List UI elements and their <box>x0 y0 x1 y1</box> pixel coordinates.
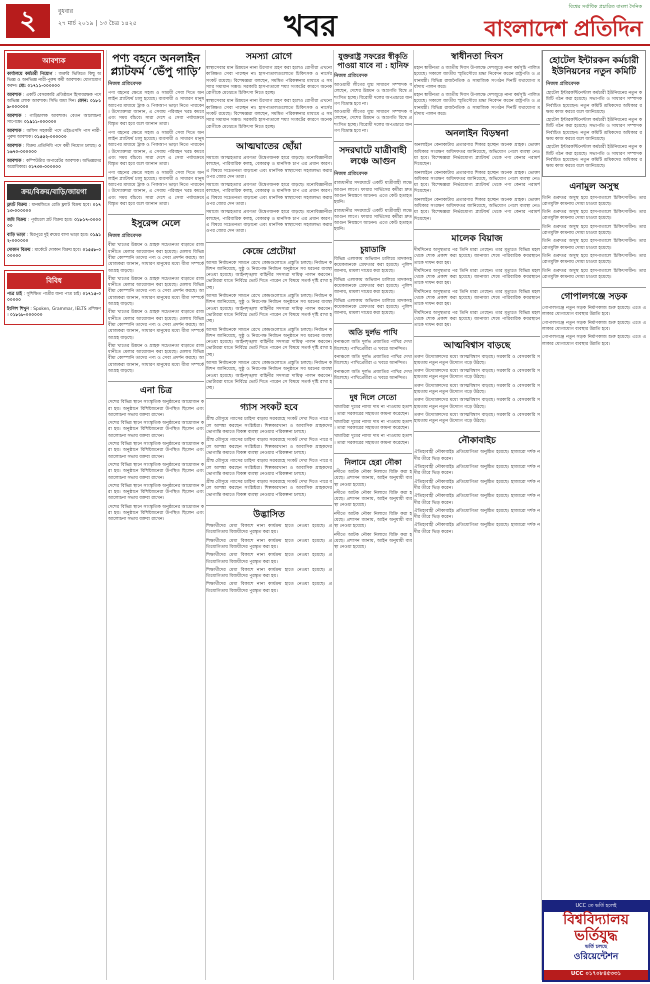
story <box>206 52 332 131</box>
classified-title: পাত্র চাই <box>7 292 22 297</box>
logo-text: বাংলাদেশ প্রতিদিন <box>484 16 642 42</box>
headline: সমস্যা রোগে <box>246 52 292 62</box>
classified-body: একটি বেসরকারি প্রতিষ্ঠানে হিসাবরক্ষক পদে অভিজ্ঞ লোক আবশ্যক। সিভি জমা দিন। <box>7 93 101 104</box>
classified-header: আবশ্যক <box>7 53 101 69</box>
classified-phone: ০১৯১১-০০০০০০ <box>23 120 57 125</box>
classified-item: আবশ্যক : গাড়িচালক আবশ্যক। বেতন আলোচনা সাপেক্ষে। ০১৯১১-০০০০০০ <box>7 114 101 125</box>
classified-item: ফ্ল্যাট বিক্রয় : ধানমন্ডিতে রেডি ফ্ল্যাট বিক্রয় হবে। ০১৭১৩-০০০০০০ <box>7 203 101 214</box>
ad-title: বিশ্ববিদ্যালয় ভর্তিযুদ্ধ <box>563 912 629 944</box>
classified-column <box>4 50 104 980</box>
story-box <box>542 50 646 177</box>
story <box>334 328 412 382</box>
classified-body: সুশিক্ষিত পাত্রীর জন্য পাত্র চাই। <box>26 292 81 297</box>
classified-phone: ফোন: ০১৮১৯-০০০০০০ <box>7 99 101 110</box>
story-body: মহান স্বাধীনতা ও জাতীয় দিবস উপলক্ষে দেশজুড়ে নানা কর্মসূচি পালিত হয়েছে। সকালে জাতীয় স্মৃতিসৌধে শ্রদ্ধা নিবেদন করেন রাষ্ট্রপতি ও প্রধানমন্ত্রী। বিভিন্ন রাজনৈতিক ও সামাজিক সংগঠন দিনটি যথাযোগ্য মর্যাদায় পালন করে। মহান স্বাধীনতা ও জাতীয় দিবস উপলক্ষে দেশজুড়ে নানা কর্মসূচি পালিত হয়েছে। সকালে জাতীয় স্মৃতিসৌধে শ্রদ্ধা নিবেদন করেন রাষ্ট্রপতি ও প্রধানমন্ত্রী। বিভিন্ন রাজনৈতিক ও সামাজিক সংগঠন দিনটি যথাযোগ্য মর্যাদায় পালন করে। <box>414 66 540 118</box>
classified-phone: ০১৫৫৮-০০০০০০ <box>7 248 101 259</box>
byline: নিজস্ব প্রতিবেদক <box>334 73 368 79</box>
story-body: নদীতে আটক নৌকা নিলামে বিক্রি করা হয়েছে। প্রশাসন জানায়, আইন অনুযায়ী ব্যবস্থা নেওয়া হয়েছে। নদীতে আটক নৌকা নিলামে বিক্রি করা হয়েছে। প্রশাসন জানায়, আইন অনুযায়ী ব্যবস্থা নেওয়া হয়েছে। নদীতে আটক নৌকা নিলামে বিক্রি করা হয়েছে। প্রশাসন জানায়, আইন অনুযায়ী ব্যবস্থা নেওয়া হয়েছে। নদীতে আটক নৌকা নিলামে বিক্রি করা হয়েছে। প্রশাসন জানায়, আইন অনুযায়ী ব্যবস্থা নেওয়া হয়েছে। <box>334 469 412 551</box>
classified-title: আবশ্যক <box>7 93 22 98</box>
headline: যুক্তরাষ্ট্র সফরের স্বীকৃতি পাওয়া যাবে না : হানিফ <box>337 52 409 70</box>
story-body: গোপালগঞ্জে নতুন সড়ক নির্মাণকাজ শুরু হয়েছে। এতে এলাকার যোগাযোগ ব্যবস্থার উন্নতি হবে। গোপালগঞ্জে নতুন সড়ক নির্মাণকাজ শুরু হয়েছে। এতে এলাকার যোগাযোগ ব্যবস্থার উন্নতি হবে। গোপালগঞ্জে নতুন সড়ক নির্মাণকাজ শুরু হয়েছে। এতে এলাকার যোগাযোগ ব্যবস্থার উন্নতি হবে। <box>542 306 646 347</box>
classified-phone: ০১৬৭০-০০০০০০ <box>7 144 101 155</box>
story-body: তরুণ উদ্যোক্তাদের মধ্যে আত্মবিশ্বাস বাড়ছে। সরকারি ও বেসরকারি সহায়তায় নতুন নতুন উদ্যোগ গড়ে উঠছে। তরুণ উদ্যোক্তাদের মধ্যে আত্মবিশ্বাস বাড়ছে। সরকারি ও বেসরকারি সহায়তায় নতুন নতুন উদ্যোগ গড়ে উঠছে। তরুণ উদ্যোক্তাদের মধ্যে আত্মবিশ্বাস বাড়ছে। সরকারি ও বেসরকারি সহায়তায় নতুন নতুন উদ্যোগ গড়ে উঠছে। তরুণ উদ্যোক্তাদের মধ্যে আত্মবিশ্বাস বাড়ছে। সরকারি ও বেসরকারি সহায়তায় নতুন নতুন উদ্যোগ গড়ে উঠছে। তরুণ উদ্যোক্তাদের মধ্যে আত্মবিশ্বাস বাড়ছে। সরকারি ও বেসরকারি সহায়তায় নতুন নতুন উদ্যোগ গড়ে উঠছে। <box>414 354 540 425</box>
headline: নৌকাবাইচ <box>458 436 496 447</box>
story-body: আসন্ন নির্বাচনকে সামনে রেখে কেন্দ্রগুলোতে প্রস্তুতি চলছে। নির্বাচন কমিশন জানিয়েছে, সুষ্ঠু ও নিরপেক্ষ নির্বাচন অনুষ্ঠানে সব ধরনের ব্যবস্থা নেওয়া হয়েছে। আইনশৃঙ্খলা বাহিনীর সদস্যরা দায়িত্ব পালন করবেন। ভোটাররা যাতে নির্বিঘ্নে ভোট দিতে পারেন সে বিষয়ে সতর্ক দৃষ্টি রাখা হচ্ছে। আসন্ন নির্বাচনকে সামনে রেখে কেন্দ্রগুলোতে প্রস্তুতি চলছে। নির্বাচন কমিশন জানিয়েছে, সুষ্ঠু ও নিরপেক্ষ নির্বাচন অনুষ্ঠানে সব ধরনের ব্যবস্থা নেওয়া হয়েছে। আইনশৃঙ্খলা বাহিনীর সদস্যরা দায়িত্ব পালন করবেন। ভোটাররা যাতে নির্বিঘ্নে ভোট দিতে পারেন সে বিষয়ে সতর্ক দৃষ্টি রাখা হচ্ছে। আসন্ন নির্বাচনকে সামনে রেখে কেন্দ্রগুলোতে প্রস্তুতি চলছে। নির্বাচন কমিশন জানিয়েছে, সুষ্ঠু ও নিরপেক্ষ নির্বাচন অনুষ্ঠানে সব ধরনের ব্যবস্থা নেওয়া হয়েছে। আইনশৃঙ্খলা বাহিনীর সদস্যরা দায়িত্ব পালন করবেন। ভোটাররা যাতে নির্বিঘ্নে ভোট দিতে পারেন সে বিষয়ে সতর্ক দৃষ্টি রাখা হচ্ছে। আসন্ন নির্বাচনকে সামনে রেখে কেন্দ্রগুলোতে প্রস্তুতি চলছে। নির্বাচন কমিশন জানিয়েছে, সুষ্ঠু ও নিরপেক্ষ নির্বাচন অনুষ্ঠানে সব ধরনের ব্যবস্থা নেওয়া হয়েছে। আইনশৃঙ্খলা বাহিনীর সদস্যরা দায়িত্ব পালন করবেন। ভোটাররা যাতে নির্বিঘ্নে ভোট দিতে পারেন সে বিষয়ে সতর্ক দৃষ্টি রাখা হচ্ছে। <box>206 260 332 392</box>
story <box>206 403 332 499</box>
headline: অনলাইন বিড়ম্বনা <box>445 129 509 140</box>
headline: ইসুরেন্স মেলে <box>131 219 181 230</box>
classified-item: আবশ্যক : একটি বেসরকারি প্রতিষ্ঠানে হিসাবরক্ষক পদে অভিজ্ঞ লোক আবশ্যক। সিভি জমা দিন। ফোন: ০১৮১৯-০০০০০০ <box>7 93 101 110</box>
headline: উদ্ভাসিত <box>253 510 285 521</box>
ad-top-line: UCC তে ভর্তি হলেই <box>544 902 648 912</box>
classified-title: ফ্ল্যাট বিক্রয় <box>7 203 27 208</box>
story-body: তিনি গুরুতর অসুস্থ হয়ে হাসপাতালে চিকিৎসাধীন। তার রোগমুক্তি কামনায় দোয়া চাওয়া হয়েছে। তিনি গুরুতর অসুস্থ হয়ে হাসপাতালে চিকিৎসাধীন। তার রোগমুক্তি কামনায় দোয়া চাওয়া হয়েছে। তিনি গুরুতর অসুস্থ হয়ে হাসপাতালে চিকিৎসাধীন। তার রোগমুক্তি কামনায় দোয়া চাওয়া হয়েছে। তিনি গুরুতর অসুস্থ হয়ে হাসপাতালে চিকিৎসাধীন। তার রোগমুক্তি কামনায় দোয়া চাওয়া হয়েছে। তিনি গুরুতর অসুস্থ হয়ে হাসপাতালে চিকিৎসাধীন। তার রোগমুক্তি কামনায় দোয়া চাওয়া হয়েছে। তিনি গুরুতর অসুস্থ হয়ে হাসপাতালে চিকিৎসাধীন। তার রোগমুক্তি কামনায় দোয়া চাওয়া হয়েছে। <box>542 195 646 280</box>
headline: মালেক বিয়াজ <box>451 233 503 244</box>
classified-title: আবশ্যক <box>7 114 22 119</box>
classified-body: গাড়িচালক আবশ্যক। বেতন আলোচনা সাপেক্ষে। <box>7 114 101 125</box>
story <box>542 182 646 282</box>
story-body: বনাঞ্চলে অতি দুর্লভ প্রজাতির পাখির দেখা মিলেছে। পাখিপ্রেমীরা এ খবরে আনন্দিত। বনাঞ্চলে অতি দুর্লভ প্রজাতির পাখির দেখা মিলেছে। পাখিপ্রেমীরা এ খবরে আনন্দিত। বনাঞ্চলে অতি দুর্লভ প্রজাতির পাখির দেখা মিলেছে। পাখিপ্রেমীরা এ খবরে আনন্দিত। <box>334 340 412 381</box>
story-body: দেশের বিভিন্ন স্থানে সাংস্কৃতিক অনুষ্ঠানের আয়োজন করা হয়। অনুষ্ঠানে বিশিষ্টজনেরা উপস্থিত ছিলেন এবং আলোচনা সভায় বক্তব্য রাখেন। দেশের বিভিন্ন স্থানে সাংস্কৃতিক অনুষ্ঠানের আয়োজন করা হয়। অনুষ্ঠানে বিশিষ্টজনেরা উপস্থিত ছিলেন এবং আলোচনা সভায় বক্তব্য রাখেন। দেশের বিভিন্ন স্থানে সাংস্কৃতিক অনুষ্ঠানের আয়োজন করা হয়। অনুষ্ঠানে বিশিষ্টজনেরা উপস্থিত ছিলেন এবং আলোচনা সভায় বক্তব্য রাখেন। দেশের বিভিন্ন স্থানে সাংস্কৃতিক অনুষ্ঠানের আয়োজন করা হয়। অনুষ্ঠানে বিশিষ্টজনেরা উপস্থিত ছিলেন এবং আলোচনা সভায় বক্তব্য রাখেন। দেশের বিভিন্ন স্থানে সাংস্কৃতিক অনুষ্ঠানের আয়োজন করা হয়। অনুষ্ঠানে বিশিষ্টজনেরা উপস্থিত ছিলেন এবং আলোচনা সভায় বক্তব্য রাখেন। দেশের বিভিন্ন স্থানে সাংস্কৃতিক অনুষ্ঠানের আয়োজন করা হয়। অনুষ্ঠানে বিশিষ্টজনেরা উপস্থিত ছিলেন এবং আলোচনা সভায় বক্তব্য রাখেন। <box>108 400 204 523</box>
classified-item: আবশ্যক : কম্পিউটার অপারেটর আবশ্যক। অভিজ্ঞদের অগ্রাধিকার। ০১৭৩০-০০০০০০ <box>7 159 101 170</box>
byline: নিজস্ব প্রতিবেদক <box>334 171 368 178</box>
section-title: খবর <box>284 9 337 44</box>
headline: এনামুল অসুস্থ <box>569 181 619 192</box>
story <box>334 393 412 447</box>
classified-phone: ০১৫৫২-০০০০০০ <box>34 135 67 140</box>
logo-tagline: বিশ্বের সর্বাধিক প্রচারিত বাংলা দৈনিক <box>568 4 642 10</box>
headline: স্বাধীনতা দিবস <box>451 52 503 62</box>
ad-contact: UCC ০১৭০৮৪৫৩৩১ <box>544 970 648 980</box>
classified-item: আবশ্যক : বিক্রয় প্রতিনিধি পদে কর্মী নিয়োগ চলছে। ০১৬৭০-০০০০০০ <box>7 144 101 155</box>
headline: নিলামে হেরা নৌকা <box>344 457 402 467</box>
classified-body: Spoken, Grammar, IELTS প্রশিক্ষণ। <box>7 307 101 318</box>
classified-title: কার্যালয়ে কর্মচারী নিয়োগ <box>7 72 53 77</box>
story-body: পণ্য বহনের ক্ষেত্রে সহজ ও সাশ্রয়ী সেবা দিতে অনলাইন প্ল্যাটফর্ম চালু হয়েছে। ব্যবসায়ী ও সাধারণ মানুষ অ্যাপের মাধ্যমে ট্রাক ও পিকআপ ভাড়া নিতে পারবেন। উদ্যোক্তারা জানান, এ সেবায় পরিবহন খরচ কমবে এবং সময় বাঁচবে। সারা দেশে এ সেবা পর্যায়ক্রমে বিস্তৃত করা হবে বলে জানান তারা। পণ্য বহনের ক্ষেত্রে সহজ ও সাশ্রয়ী সেবা দিতে অনলাইন প্ল্যাটফর্ম চালু হয়েছে। ব্যবসায়ী ও সাধারণ মানুষ অ্যাপের মাধ্যমে ট্রাক ও পিকআপ ভাড়া নিতে পারবেন। উদ্যোক্তারা জানান, এ সেবায় পরিবহন খরচ কমবে এবং সময় বাঁচবে। সারা দেশে এ সেবা পর্যায়ক্রমে বিস্তৃত করা হবে বলে জানান তারা। পণ্য বহনের ক্ষেত্রে সহজ ও সাশ্রয়ী সেবা দিতে অনলাইন প্ল্যাটফর্ম চালু হয়েছে। ব্যবসায়ী ও সাধারণ মানুষ অ্যাপের মাধ্যমে ট্রাক ও পিকআপ ভাড়া নিতে পারবেন। উদ্যোক্তারা জানান, এ সেবায় পরিবহন খরচ কমবে এবং সময় বাঁচবে। সারা দেশে এ সেবা পর্যায়ক্রমে বিস্তৃত করা হবে বলে জানান তারা। <box>108 91 204 208</box>
story <box>108 219 204 375</box>
story-body: সমাজে আত্মহত্যার প্রবণতা উদ্বেগজনক হারে বাড়ছে। মনোবিজ্ঞানীরা বলছেন, পারিবারিক কলহ, বেকারত্ব ও মানসিক চাপ এর প্রধান কারণ। এ বিষয়ে সচেতনতা বাড়ানো এবং মানসিক স্বাস্থ্যসেবা সহজলভ্য করার ওপর জোর দেন তারা। সমাজে আত্মহত্যার প্রবণতা উদ্বেগজনক হারে বাড়ছে। মনোবিজ্ঞানীরা বলছেন, পারিবারিক কলহ, বেকারত্ব ও মানসিক চাপ এর প্রধান কারণ। এ বিষয়ে সচেতনতা বাড়ানো এবং মানসিক স্বাস্থ্যসেবা সহজলভ্য করার ওপর জোর দেন তারা। সমাজে আত্মহত্যার প্রবণতা উদ্বেগজনক হারে বাড়ছে। মনোবিজ্ঞানীরা বলছেন, পারিবারিক কলহ, বেকারত্ব ও মানসিক চাপ এর প্রধান কারণ। এ বিষয়ে সচেতনতা বাড়ানো এবং মানসিক স্বাস্থ্যসেবা সহজলভ্য করার ওপর জোর দেন তারা। <box>206 155 332 235</box>
dateline: ২৭ মার্চ ২০১৯ | ১৩ চৈত্র ১৪২৫ <box>58 20 137 27</box>
news-column <box>206 50 332 980</box>
story-body: শিক্ষার্থীদের মেধা বিকাশে নানা কার্যক্রম হাতে নেওয়া হয়েছে। প্রতিযোগিতায় বিজয়ীদের পুরস্কৃত করা হয়। শিক্ষার্থীদের মেধা বিকাশে নানা কার্যক্রম হাতে নেওয়া হয়েছে। প্রতিযোগিতায় বিজয়ীদের পুরস্কৃত করা হয়। শিক্ষার্থীদের মেধা বিকাশে নানা কার্যক্রম হাতে নেওয়া হয়েছে। প্রতিযোগিতায় বিজয়ীদের পুরস্কৃত করা হয়। শিক্ষার্থীদের মেধা বিকাশে নানা কার্যক্রম হাতে নেওয়া হয়েছে। প্রতিযোগিতায় বিজয়ীদের পুরস্কৃত করা হয়। শিক্ষার্থীদের মেধা বিকাশে নানা কার্যক্রম হাতে নেওয়া হয়েছে। প্রতিযোগিতায় বিজয়ীদের পুরস্কৃত করা হয়। <box>206 524 332 594</box>
classified-body: কম্পিউটার অপারেটর আবশ্যক। অভিজ্ঞদের অগ্রাধিকার। <box>7 159 101 170</box>
classified-body: মার্কেটে দোকান বিক্রয় হবে। <box>34 248 82 253</box>
headline: অতি দুর্লভ পাখি <box>348 328 398 338</box>
story-body: রাজধানীর সদরঘাটে একটি যাত্রীবাহী লঞ্চে আগুন লাগে। ফায়ার সার্ভিসের কর্মীরা দ্রুত আগুন নিয়ন্ত্রণে আনেন। এতে কেউ হতাহত হয়নি। রাজধানীর সদরঘাটে একটি যাত্রীবাহী লঞ্চে আগুন লাগে। ফায়ার সার্ভিসের কর্মীরা দ্রুত আগুন নিয়ন্ত্রণে আনেন। এতে কেউ হতাহত হয়নি। <box>334 181 412 233</box>
byline: নিজস্ব প্রতিবেদক <box>108 81 142 87</box>
classified-phone: ০১৮১৮-০০০০০০ <box>9 313 43 318</box>
headline: কেন্দ্রে প্রেটোয়া <box>242 246 296 257</box>
byline: নিজস্ব প্রতিবেদক <box>108 233 142 240</box>
news-column <box>542 50 646 980</box>
classified-item: ইংলিশ শিখুন : Spoken, Grammar, IELTS প্রশিক্ষণ। ০১৮১৮-০০০০০০ <box>7 307 101 318</box>
story <box>414 341 540 426</box>
headline: গ্যাস সংকট হবে <box>240 403 298 414</box>
story-body: বীমা খাতের উন্নয়ন ও গ্রাহক সচেতনতা বাড়াতে রাজধানীতে মেলার আয়োজন করা হয়েছে। মেলায় বিভিন্ন বীমা কোম্পানি তাদের পণ্য ও সেবা প্রদর্শন করছে। আয়োজকরা জানান, সাধারণ মানুষের মধ্যে বীমা সম্পর্কে আগ্রহ বাড়ছে। বীমা খাতের উন্নয়ন ও গ্রাহক সচেতনতা বাড়াতে রাজধানীতে মেলার আয়োজন করা হয়েছে। মেলায় বিভিন্ন বীমা কোম্পানি তাদের পণ্য ও সেবা প্রদর্শন করছে। আয়োজকরা জানান, সাধারণ মানুষের মধ্যে বীমা সম্পর্কে আগ্রহ বাড়ছে। বীমা খাতের উন্নয়ন ও গ্রাহক সচেতনতা বাড়াতে রাজধানীতে মেলার আয়োজন করা হয়েছে। মেলায় বিভিন্ন বীমা কোম্পানি তাদের পণ্য ও সেবা প্রদর্শন করছে। আয়োজকরা জানান, সাধারণ মানুষের মধ্যে বীমা সম্পর্কে আগ্রহ বাড়ছে। বীমা খাতের উন্নয়ন ও গ্রাহক সচেতনতা বাড়াতে রাজধানীতে মেলার আয়োজন করা হয়েছে। মেলায় বিভিন্ন বীমা কোম্পানি তাদের পণ্য ও সেবা প্রদর্শন করছে। আয়োজকরা জানান, সাধারণ মানুষের মধ্যে বীমা সম্পর্কে আগ্রহ বাড়ছে। <box>108 243 204 374</box>
classified-body: ধানমন্ডিতে রেডি ফ্ল্যাট বিক্রয় হবে। <box>31 203 91 208</box>
classified-box-property <box>4 181 104 266</box>
headline: সদরঘাটে যাত্রীবাহী লঞ্চে আগুন <box>339 146 407 168</box>
classified-item: জমি বিক্রয় : পূর্বাচলে প্লট বিক্রয় হবে। ০১৮১৭-০০০০০০ <box>7 218 101 229</box>
headline: হোটেল ইন্টারকন কর্মচারী ইউনিয়নের নতুন কমিটি <box>549 56 639 77</box>
story-body: গ্রীষ্ম মৌসুমে গ্যাসের চাহিদা বাড়ায় সরবরাহে সংকট দেখা দিতে পারে বলে আশঙ্কা করছেন সংশ্লিষ্টরা। শিল্পকারখানা ও আবাসিক গ্রাহকদের ভোগান্তি কমাতে বিকল্প ব্যবস্থা নেওয়ার পরিকল্পনা চলছে। গ্রীষ্ম মৌসুমে গ্যাসের চাহিদা বাড়ায় সরবরাহে সংকট দেখা দিতে পারে বলে আশঙ্কা করছেন সংশ্লিষ্টরা। শিল্পকারখানা ও আবাসিক গ্রাহকদের ভোগান্তি কমাতে বিকল্প ব্যবস্থা নেওয়ার পরিকল্পনা চলছে। গ্রীষ্ম মৌসুমে গ্যাসের চাহিদা বাড়ায় সরবরাহে সংকট দেখা দিতে পারে বলে আশঙ্কা করছেন সংশ্লিষ্টরা। শিল্পকারখানা ও আবাসিক গ্রাহকদের ভোগান্তি কমাতে বিকল্প ব্যবস্থা নেওয়ার পরিকল্পনা চলছে। গ্রীষ্ম মৌসুমে গ্যাসের চাহিদা বাড়ায় সরবরাহে সংকট দেখা দিতে পারে বলে আশঙ্কা করছেন সংশ্লিষ্টরা। শিল্পকারখানা ও আবাসিক গ্রাহকদের ভোগান্তি কমাতে বিকল্প ব্যবস্থা নেওয়ার পরিকল্পনা চলছে। <box>206 417 332 498</box>
story <box>334 146 412 233</box>
classified-phone: মো: ০১৭১১-০০০০০০ <box>18 84 60 89</box>
classified-phone: ০১৭১৩-০০০০০০ <box>7 203 101 214</box>
story <box>108 52 204 208</box>
headline: চুয়াডাঙ্গি <box>360 244 386 254</box>
story <box>414 436 540 536</box>
classified-header: ক্রয়/বিক্রয়/বাড়ি/জায়গা <box>7 184 101 200</box>
story <box>414 129 540 223</box>
story <box>414 52 540 118</box>
story-body: বিভিন্ন এলাকায় অভিযান চালিয়ে মাদকসহ কয়েকজনকে গ্রেফতার করা হয়েছে। পুলিশ জানায়, মামলা দায়ের করা হয়েছে। বিভিন্ন এলাকায় অভিযান চালিয়ে মাদকসহ কয়েকজনকে গ্রেফতার করা হয়েছে। পুলিশ জানায়, মামলা দায়ের করা হয়েছে। বিভিন্ন এলাকায় অভিযান চালিয়ে মাদকসহ কয়েকজনকে গ্রেফতার করা হয়েছে। পুলিশ জানায়, মামলা দায়ের করা হয়েছে। <box>334 256 412 317</box>
headline: আত্মবিশ্বাস বাড়ছে <box>443 340 511 351</box>
headline: গোপালগঞ্জে সড়ক <box>560 292 628 303</box>
story-body: খামারিরা দুধের ন্যায্য দাম না পাওয়ায় হতাশ। তারা সরকারের সহায়তা কামনা করেছেন। খামারিরা দুধের ন্যায্য দাম না পাওয়ায় হতাশ। তারা সরকারের সহায়তা কামনা করেছেন। খামারিরা দুধের ন্যায্য দাম না পাওয়ায় হতাশ। তারা সরকারের সহায়তা কামনা করেছেন। <box>334 405 412 446</box>
news-column <box>108 50 204 980</box>
classified-item: কার্যালয়ে কর্মচারী নিয়োগ : জরুরি ভিত্তিতে কিছু অভিজ্ঞ ও অনভিজ্ঞ নারী-পুরুষ কর্মী আবশ্যক। যোগাযোগ করুন। মো: ০১৭১১-০০০০০০ <box>7 72 102 89</box>
headline: আত্মঘাতের ছোঁয়া <box>236 141 302 152</box>
ad-orientation: ওরিয়েন্টেশন <box>573 952 619 962</box>
classified-body: পূর্বাচলে প্লট বিক্রয় হবে। <box>30 218 73 223</box>
story <box>334 52 412 135</box>
classified-phone: ০১৯১২-০০০০০০ <box>7 233 101 244</box>
classified-title: আবশ্যক <box>7 144 22 149</box>
ad-subtitle: ভর্তি চলছে <box>584 944 608 950</box>
news-column <box>414 50 540 980</box>
byline: নিজস্ব প্রতিবেদক <box>546 81 580 87</box>
story <box>108 386 204 523</box>
story <box>334 458 412 552</box>
headline: এনা চিত্র <box>139 386 172 397</box>
classified-item: দোকান বিক্রয় : মার্কেটে দোকান বিক্রয় হবে। ০১৫৫৮-০০০০০০ <box>7 248 101 259</box>
column-rule <box>106 50 107 980</box>
classified-body: জরুরি ভিত্তিতে কিছু অভিজ্ঞ ও অনভিজ্ঞ নারী-পুরুষ কর্মী আবশ্যক। যোগাযোগ করুন। <box>7 72 102 89</box>
classified-phone: ০১৭৩০-০০০০০০ <box>28 165 61 170</box>
story-body: হোটেল ইন্টারকন্টিনেন্টাল কর্মচারী ইউনিয়নের নতুন কমিটি গঠন করা হয়েছে। সভাপতি ও সাধারণ সম্পাদক নির্বাচিত হয়েছেন। নতুন কমিটি শ্রমিকদের অধিকার রক্ষায় কাজ করবে বলে জানিয়েছে। হোটেল ইন্টারকন্টিনেন্টাল কর্মচারী ইউনিয়নের নতুন কমিটি গঠন করা হয়েছে। সভাপতি ও সাধারণ সম্পাদক নির্বাচিত হয়েছেন। নতুন কমিটি শ্রমিকদের অধিকার রক্ষায় কাজ করবে বলে জানিয়েছে। হোটেল ইন্টারকন্টিনেন্টাল কর্মচারী ইউনিয়নের নতুন কমিটি গঠন করা হয়েছে। সভাপতি ও সাধারণ সম্পাদক নির্বাচিত হয়েছেন। নতুন কমিটি শ্রমিকদের অধিকার রক্ষায় কাজ করবে বলে জানিয়েছে। <box>546 91 642 170</box>
story-body: আওয়ামী লীগের যুগ্ম সাধারণ সম্পাদক বলেছেন, দেশের উন্নয়ন ও অগ্রগতি বিশ্বে প্রশংসিত হচ্ছে। বিরোধী দলের অপপ্রচারে জনগণ বিভ্রান্ত হবে না। আওয়ামী লীগের যুগ্ম সাধারণ সম্পাদক বলেছেন, দেশের উন্নয়ন ও অগ্রগতি বিশ্বে প্রশংসিত হচ্ছে। বিরোধী দলের অপপ্রচারে জনগণ বিভ্রান্ত হবে না। <box>334 83 412 135</box>
classified-title: আবশ্যক <box>7 129 22 134</box>
story-body: অনলাইনে কেনাকাটায় প্রতারণার শিকার হচ্ছেন অনেক গ্রাহক। ভোক্তা অধিকার সংরক্ষণ অধিদফতর জানিয়েছে, অভিযোগ পেলে ব্যবস্থা নেওয়া হবে। বিশেষজ্ঞরা নির্ভরযোগ্য প্ল্যাটফর্ম থেকে পণ্য কেনার পরামর্শ দিয়েছেন। অনলাইনে কেনাকাটায় প্রতারণার শিকার হচ্ছেন অনেক গ্রাহক। ভোক্তা অধিকার সংরক্ষণ অধিদফতর জানিয়েছে, অভিযোগ পেলে ব্যবস্থা নেওয়া হবে। বিশেষজ্ঞরা নির্ভরযোগ্য প্ল্যাটফর্ম থেকে পণ্য কেনার পরামর্শ দিয়েছেন। অনলাইনে কেনাকাটায় প্রতারণার শিকার হচ্ছেন অনেক গ্রাহক। ভোক্তা অধিকার সংরক্ষণ অধিদফতর জানিয়েছে, অভিযোগ পেলে ব্যবস্থা নেওয়া হবে। বিশেষজ্ঞরা নির্ভরযোগ্য প্ল্যাটফর্ম থেকে পণ্য কেনার পরামর্শ দিয়েছেন। <box>414 143 540 222</box>
story <box>206 510 332 595</box>
classified-box-misc <box>4 270 104 325</box>
dateline-day: বুধবার <box>58 8 74 15</box>
university-admission-ad[interactable] <box>542 900 650 982</box>
classified-phone: ০১৭১৫-০০০০০০ <box>7 292 101 303</box>
classified-title: জমি বিক্রয় <box>7 218 26 223</box>
story <box>206 247 332 393</box>
newspaper-logo <box>484 4 642 49</box>
classified-title: বাড়ি ভাড়া <box>7 233 26 238</box>
story-body: স্বাস্থ্যসেবার মান উন্নয়নে নানা উদ্যোগ গ্রহণ করা হলেও রোগীরা এখনো কাঙ্ক্ষিত সেবা পাচ্ছেন না। হাসপাতালগুলোতে চিকিৎসক ও নার্সের সংকট রয়েছে। বিশেষজ্ঞরা বলছেন, সমন্বিত পরিকল্পনার মাধ্যমে এ সমস্যার সমাধান সম্ভব। সরকারি হাসপাতালে শয্যা সংকটের কারণে অনেক রোগীকে মেঝেতে চিকিৎসা নিতে হচ্ছে। স্বাস্থ্যসেবার মান উন্নয়নে নানা উদ্যোগ গ্রহণ করা হলেও রোগীরা এখনো কাঙ্ক্ষিত সেবা পাচ্ছেন না। হাসপাতালগুলোতে চিকিৎসক ও নার্সের সংকট রয়েছে। বিশেষজ্ঞরা বলছেন, সমন্বিত পরিকল্পনার মাধ্যমে এ সমস্যার সমাধান সম্ভব। সরকারি হাসপাতালে শয্যা সংকটের কারণে অনেক রোগীকে মেঝেতে চিকিৎসা নিতে হচ্ছে। <box>206 66 332 130</box>
story-body: দীর্ঘদিনের অসুস্থতার পর তিনি মারা গেছেন। তার মৃত্যুতে বিভিন্ন মহল থেকে শোক প্রকাশ করা হয়েছে। জানাজা শেষে পারিবারিক কবরস্থানে তাকে দাফন করা হয়। দীর্ঘদিনের অসুস্থতার পর তিনি মারা গেছেন। তার মৃত্যুতে বিভিন্ন মহল থেকে শোক প্রকাশ করা হয়েছে। জানাজা শেষে পারিবারিক কবরস্থানে তাকে দাফন করা হয়। দীর্ঘদিনের অসুস্থতার পর তিনি মারা গেছেন। তার মৃত্যুতে বিভিন্ন মহল থেকে শোক প্রকাশ করা হয়েছে। জানাজা শেষে পারিবারিক কবরস্থানে তাকে দাফন করা হয়। দীর্ঘদিনের অসুস্থতার পর তিনি মারা গেছেন। তার মৃত্যুতে বিভিন্ন মহল থেকে শোক প্রকাশ করা হয়েছে। জানাজা শেষে পারিবারিক কবরস্থানে তাকে দাফন করা হয়। <box>414 247 540 329</box>
classified-title: ইংলিশ শিখুন <box>7 307 29 312</box>
classified-body: অফিস সহকারী পদে এইচএসসি পাস নারী-পুরুষ আবশ্যক। <box>7 129 101 140</box>
story-body: ঐতিহ্যবাহী নৌকাবাইচ প্রতিযোগিতা অনুষ্ঠিত হয়েছে। হাজারো দর্শক নদীর তীরে ভিড় করেন। ঐতিহ্যবাহী নৌকাবাইচ প্রতিযোগিতা অনুষ্ঠিত হয়েছে। হাজারো দর্শক নদীর তীরে ভিড় করেন। ঐতিহ্যবাহী নৌকাবাইচ প্রতিযোগিতা অনুষ্ঠিত হয়েছে। হাজারো দর্শক নদীর তীরে ভিড় করেন। ঐতিহ্যবাহী নৌকাবাইচ প্রতিযোগিতা অনুষ্ঠিত হয়েছে। হাজারো দর্শক নদীর তীরে ভিড় করেন। ঐতিহ্যবাহী নৌকাবাইচ প্রতিযোগিতা অনুষ্ঠিত হয়েছে। হাজারো দর্শক নদীর তীরে ভিড় করেন। ঐতিহ্যবাহী নৌকাবাইচ প্রতিযোগিতা অনুষ্ঠিত হয়েছে। হাজারো দর্শক নদীর তীরে ভিড় করেন। <box>414 450 540 535</box>
masthead <box>0 0 650 46</box>
story <box>414 234 540 330</box>
classified-header: বিবিধ <box>7 273 101 289</box>
headline: পণ্য বহনে অনলাইন প্ল্যাটফর্ম ‘ভেঁপু গাড়ি’ <box>110 52 202 78</box>
classified-item: আবশ্যক : অফিস সহকারী পদে এইচএসসি পাস নারী-পুরুষ আবশ্যক। ০১৫৫২-০০০০০০ <box>7 129 101 140</box>
story <box>334 245 412 318</box>
classified-body: মিরপুরে দুই রুমের বাসা ভাড়া হবে। <box>29 233 89 238</box>
page-number: ২ <box>6 4 50 38</box>
classified-phone: ০১৮১৭-০০০০০০ <box>7 218 101 229</box>
story <box>542 292 646 348</box>
news-column <box>334 50 412 980</box>
classified-title: আবশ্যক <box>7 159 22 164</box>
classified-item: বাড়ি ভাড়া : মিরপুরে দুই রুমের বাসা ভাড়া হবে। ০১৯১২-০০০০০০ <box>7 233 101 244</box>
classified-box-jobs <box>4 50 104 177</box>
story <box>206 142 332 236</box>
classified-body: বিক্রয় প্রতিনিধি পদে কর্মী নিয়োগ চলছে। <box>26 144 97 149</box>
classified-title: দোকান বিক্রয় <box>7 248 31 253</box>
headline: দুধ দিলে সেতো <box>349 393 397 403</box>
classified-item: পাত্র চাই : সুশিক্ষিত পাত্রীর জন্য পাত্র চাই। ০১৭১৫-০০০০০০ <box>7 292 101 303</box>
